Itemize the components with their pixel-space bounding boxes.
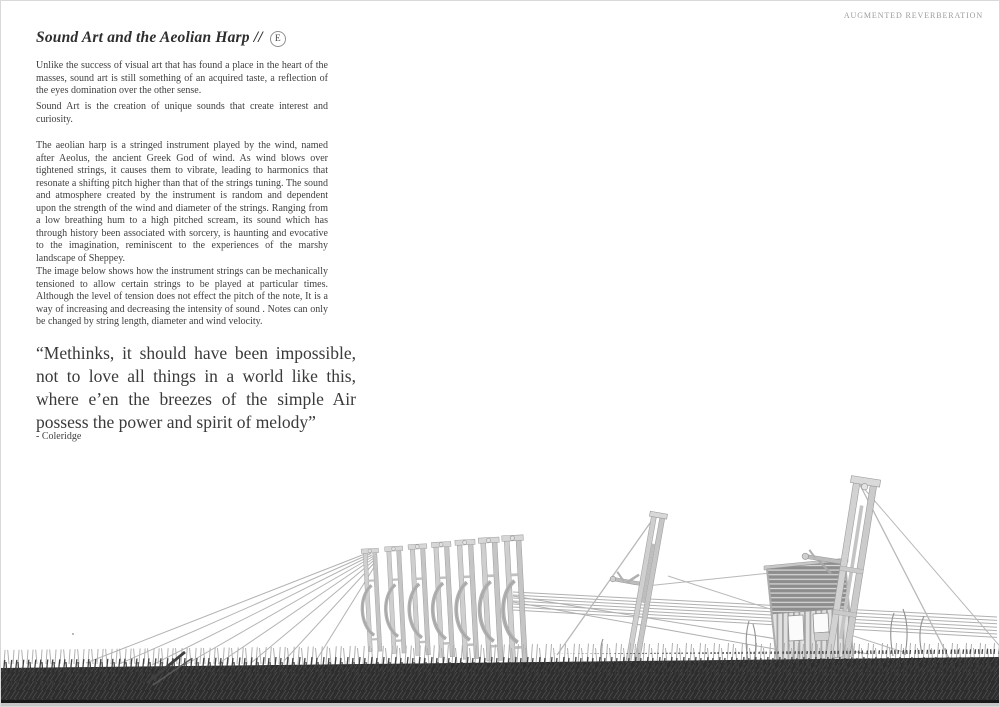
pull-quote: “Methinks, it should have been impossible, not to love all things in a world like this, where e’en the breezes of the simple Air possess the power and spirit of melody”: [36, 343, 356, 432]
paragraph-image-note: The image below shows how the instrument strings can be mechanically tensioned to allow certain strings to be played at particular times. Although the level of tension does not effect the pitch of the note, It is a way of increasing and decreasing the intensity of sound . Notes can only be changed by string length, diameter and wind velocity.: [36, 266, 328, 327]
section-marker-badge: E: [270, 31, 286, 47]
quote-attribution: - Coleridge: [36, 431, 82, 442]
mast-array: [359, 535, 530, 663]
page-title: [36, 29, 286, 47]
tension-pylon-middle: [596, 506, 667, 665]
paragraph-sound-art: Sound Art is the creation of unique sounds that create interest and curiosity.: [36, 101, 328, 125]
aeolian-harp-illustration: [1, 456, 1000, 707]
paragraph-intro: Unlike the success of visual art that has found a place in the heart of the masses, sound art is still something of an acquired taste, a reflection of the eyes domination over the other sense.: [36, 60, 328, 96]
page-title-text: Sound Art and the Aeolian Harp //: [36, 29, 263, 46]
running-header: AUGMENTED REVERBERATION: [843, 11, 983, 20]
paragraph-aeolian-harp: The aeolian harp is a stringed instrument played by the wind, named after Aeolus, the ancient Greek God of wind. As wind blows over tightened strings, it causes them to vibrate, leading to harmonics that resonate a shifting pitch higher than that of the strings tuning. The sound and atmosphere created by the instrument is random and dependent upon the strength of the wind and diameter of the strings. Ranging from a low breathing hum to a high pitched scream, its sound which has through history been associated with sorcery, is haunting and evocative to the imagination, reminiscent to the experiences of the marshy landscape of Sheppey.: [36, 140, 328, 264]
